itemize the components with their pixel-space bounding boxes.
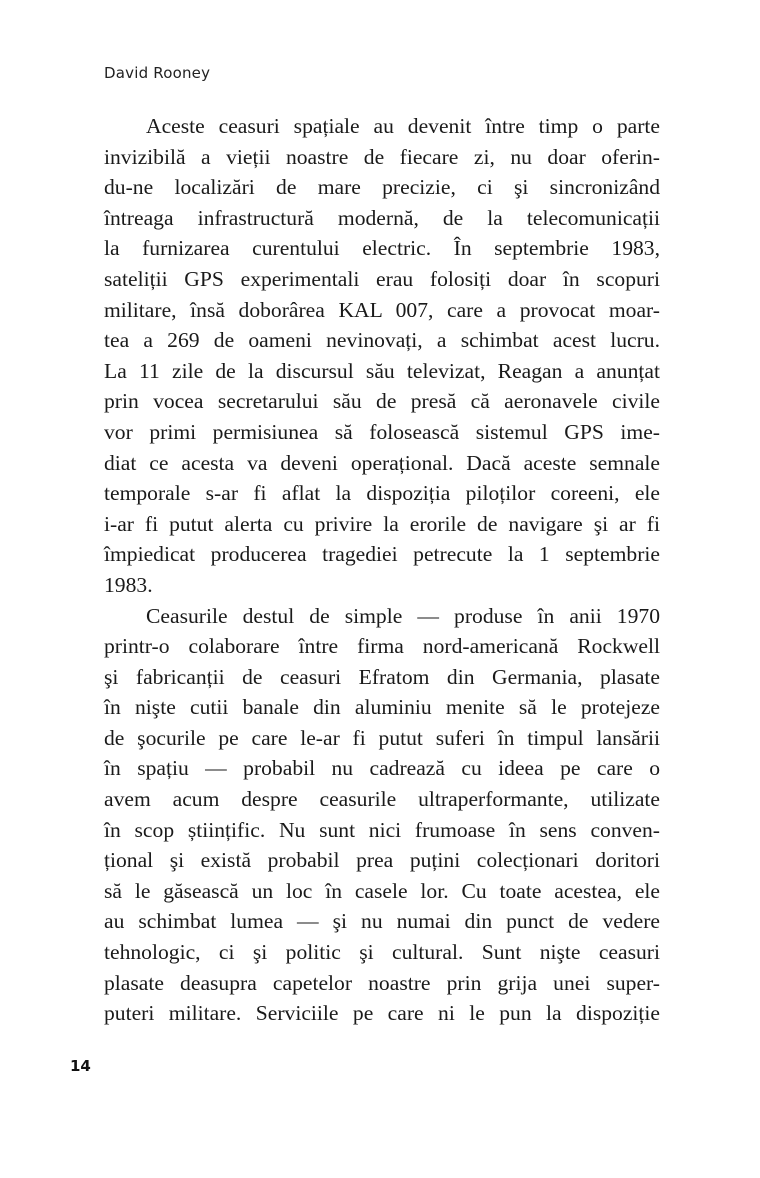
- text-line: plasate deasupra capetelor noastre prin grija unei super-: [104, 970, 660, 995]
- text-line: să le găsească un loc în casele lor. Cu toate acestea, ele: [104, 878, 660, 903]
- text-line: invizibilă a vieții noastre de fiecare zi, nu doar oferin-: [104, 144, 660, 169]
- text-line: diat ce acesta va deveni operațional. Dacă aceste semnale: [104, 450, 660, 475]
- running-head-author: David Rooney: [104, 64, 211, 82]
- text-line: țional şi există probabil prea puțini colecționari doritori: [104, 848, 660, 873]
- text-line: militare, însă doborârea KAL 007, care a provocat moar-: [104, 297, 660, 322]
- text-line: de şocurile pe care le-ar fi putut suferi în timpul lansării: [104, 725, 660, 750]
- text-line: au schimbat lumea — şi nu numai din punct de vedere: [104, 909, 660, 934]
- paragraph-2: [104, 601, 660, 1029]
- text-line: sateliții GPS experimentali erau folosiți doar în scopuri: [104, 266, 660, 291]
- text-line: La 11 zile de la discursul său televizat, Reagan a anunțat: [104, 358, 660, 383]
- body-text: [104, 111, 660, 1029]
- text-line: la furnizarea curentului electric. În septembrie 1983,: [104, 236, 660, 261]
- text-line: temporale s-ar fi aflat la dispoziția piloților coreeni, ele: [104, 481, 660, 506]
- text-line: prin vocea secretarului său de presă că aeronavele civile: [104, 389, 660, 414]
- text-line: în scop științific. Nu sunt nici frumoase în sens conven-: [104, 817, 660, 842]
- text-line: i-ar fi putut alerta cu privire la erorile de navigare şi ar fi: [104, 511, 660, 536]
- paragraph-1: [104, 111, 660, 601]
- text-line: Ceasurile destul de simple — produse în anii 1970: [146, 603, 660, 628]
- text-line: vor primi permisiunea să folosească sistemul GPS ime-: [104, 419, 660, 444]
- text-line: 1983.: [104, 572, 153, 597]
- text-line: printr-o colaborare între firma nord-americană Rockwell: [104, 634, 660, 659]
- text-line: tehnologic, ci şi politic şi cultural. Sunt nişte ceasuri: [104, 940, 660, 965]
- text-line: împiedicat producerea tragediei petrecute la 1 septembrie: [104, 542, 660, 567]
- page-number: 14: [70, 1057, 91, 1075]
- text-line: în nişte cutii banale din aluminiu menite să le protejeze: [104, 695, 660, 720]
- text-line: tea a 269 de oameni nevinovați, a schimbat acest lucru.: [104, 328, 660, 353]
- text-line: avem acum despre ceasurile ultraperformante, utilizate: [104, 787, 660, 812]
- text-line: du-ne localizări de mare precizie, ci şi sincronizând: [104, 175, 660, 200]
- text-line: puteri militare. Serviciile pe care ni le pun la dispoziție: [104, 1001, 660, 1026]
- text-line: întreaga infrastructură modernă, de la telecomunicații: [104, 205, 660, 230]
- text-line: şi fabricanții de ceasuri Efratom din Germania, plasate: [104, 664, 660, 689]
- text-line: în spațiu — probabil nu cadrează cu ideea pe care o: [104, 756, 660, 781]
- text-line: Aceste ceasuri spațiale au devenit între timp o parte: [146, 114, 660, 138]
